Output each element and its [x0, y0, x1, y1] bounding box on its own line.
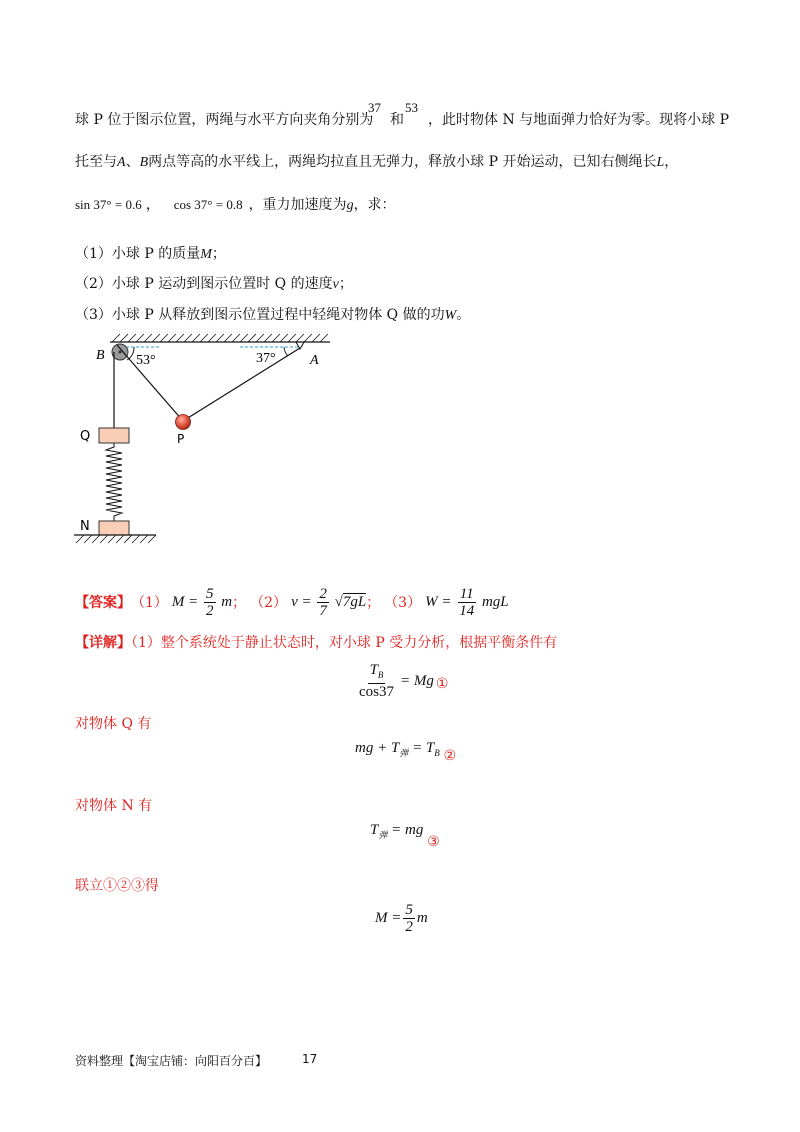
- combine-label: 联立①②③得: [75, 878, 159, 894]
- numerator: 5: [206, 586, 214, 602]
- separator: ；: [232, 594, 247, 611]
- subscript: B: [434, 748, 440, 758]
- problem-text: 球 P 位于图示位置，两绳与水平方向夹角分别为: [75, 112, 374, 128]
- length-L-ref: L: [656, 155, 665, 170]
- ceiling: [110, 334, 330, 342]
- denominator: 2: [206, 603, 214, 619]
- fraction: [403, 902, 415, 935]
- problem-line-3: [75, 195, 396, 216]
- answer-part-1: （1）: [131, 594, 168, 611]
- fraction: [357, 662, 396, 700]
- equation-2: [355, 740, 457, 764]
- text-segment: （2）小球 P 运动到图示位置时 Q 的速度: [75, 276, 333, 292]
- formula-text: m: [221, 593, 233, 610]
- answer-1-formula: [172, 586, 232, 619]
- denominator: 14: [459, 603, 475, 619]
- denominator: 2: [405, 919, 413, 935]
- formula-text: M =: [171, 593, 199, 610]
- ground: [74, 535, 156, 543]
- block-N: [99, 521, 129, 535]
- point-B-ref: B: [139, 155, 149, 170]
- text-segment: （1）小球 P 的质量: [75, 246, 201, 262]
- problem-line-1: [75, 110, 373, 130]
- hinge-A: [296, 342, 304, 349]
- radicand: 7gL: [342, 593, 367, 610]
- numerator: [368, 662, 386, 684]
- block-Q: [99, 428, 129, 443]
- physics-figure: [70, 330, 340, 550]
- footer-source: 资料整理【淘宝店铺：向阳百分百】: [75, 1054, 268, 1068]
- answer-part-3: （3）: [384, 594, 422, 611]
- text-segment: 两点等高的水平线上，两绳均拉直且无弹力，释放小球 P 开始运动，已知右侧绳长: [148, 154, 657, 170]
- text-segment: 托至与: [75, 154, 117, 170]
- object-Q-label: 对物体 Q 有: [75, 716, 152, 732]
- fraction: [317, 586, 329, 619]
- angle-53-value: 53: [405, 100, 418, 115]
- separator: ；: [366, 594, 381, 611]
- equation-1: [355, 662, 448, 700]
- angle-arc-A: [284, 347, 288, 356]
- equation-marker: ③: [427, 834, 440, 850]
- formula-text: = T: [412, 740, 435, 756]
- question-2: [75, 274, 353, 295]
- formula-text: m: [416, 910, 428, 926]
- text-segment: ，求：: [353, 197, 396, 213]
- formula-text: = Mg: [400, 672, 434, 689]
- cos-value: cos 37° = 0.8: [173, 197, 243, 212]
- fraction: [457, 586, 476, 619]
- text-segment: ；: [338, 276, 353, 292]
- angle-37-value: 37: [368, 100, 381, 115]
- label-angle-A: 37°: [256, 351, 276, 366]
- and-word: 和: [390, 112, 404, 128]
- sin-value: sin 37° = 0.6: [75, 197, 142, 212]
- numerator: 5: [405, 902, 413, 918]
- problem-line-2: [75, 152, 678, 173]
- subscript: 弹: [378, 831, 388, 841]
- var-W: W: [444, 308, 457, 323]
- label-B: B: [96, 348, 105, 363]
- gravity-g-ref: g: [346, 198, 354, 213]
- answer-line: [75, 586, 509, 619]
- detail-intro: [75, 633, 557, 653]
- formula-text: W =: [425, 593, 452, 610]
- page-number: 17: [302, 1052, 318, 1066]
- answer-2-formula: [291, 586, 366, 619]
- label-N: N: [80, 519, 90, 534]
- formula-text: T: [369, 662, 378, 678]
- formula-text: = mg: [391, 822, 424, 838]
- text-segment: 、: [125, 154, 140, 170]
- formula-text: M =: [375, 910, 402, 926]
- text-segment: ；: [211, 246, 226, 262]
- text-segment: ，: [664, 154, 679, 170]
- denominator: cos37: [359, 684, 394, 700]
- question-1: [75, 244, 226, 265]
- formula-text: mg + T: [355, 740, 400, 756]
- label-P: P: [177, 432, 185, 446]
- equation-4: [375, 902, 428, 935]
- question-3: [75, 305, 470, 326]
- rope-right: [183, 348, 300, 421]
- pulley-axle: [119, 351, 122, 354]
- detail-tag: 【详解】: [75, 635, 131, 651]
- text-segment: 。: [456, 307, 471, 323]
- equation-marker: ②: [443, 748, 457, 764]
- text-segment: ，: [145, 197, 160, 213]
- label-angle-B: 53°: [136, 353, 156, 368]
- sqrt-sign: √: [334, 593, 343, 610]
- spring: [106, 443, 122, 521]
- equation-3: [370, 822, 440, 850]
- text-segment: ，重力加速度为: [248, 197, 347, 213]
- label-Q: Q: [80, 429, 91, 444]
- subscript: 弹: [399, 749, 409, 759]
- object-N-label: 对物体 N 有: [75, 798, 153, 814]
- point-A-ref: A: [117, 155, 126, 170]
- formula-text: mgL: [481, 593, 509, 610]
- numerator: 11: [459, 586, 474, 602]
- answer-3-formula: [425, 586, 509, 619]
- subscript: B: [377, 670, 384, 680]
- ball-P: [176, 415, 191, 430]
- var-v: v: [332, 277, 339, 292]
- answer-part-2: （2）: [250, 594, 288, 611]
- numerator: 2: [319, 586, 327, 602]
- var-M: M: [200, 247, 212, 262]
- equation-marker: ①: [435, 676, 449, 692]
- text-segment: （3）小球 P 从释放到图示位置过程中轻绳对物体 Q 做的功: [75, 307, 445, 323]
- problem-line-1-end: ，此时物体 N 与地面弹力恰好为零。现将小球 P: [428, 112, 730, 128]
- denominator: 7: [319, 603, 327, 619]
- formula-text: T: [370, 822, 379, 838]
- detail-text: （1）整个系统处于静止状态时，对小球 P 受力分析，根据平衡条件有: [131, 635, 558, 651]
- answer-tag: 【答案】: [75, 594, 131, 611]
- formula-text: v =: [291, 593, 312, 610]
- label-A: A: [310, 353, 319, 368]
- fraction: [204, 586, 216, 619]
